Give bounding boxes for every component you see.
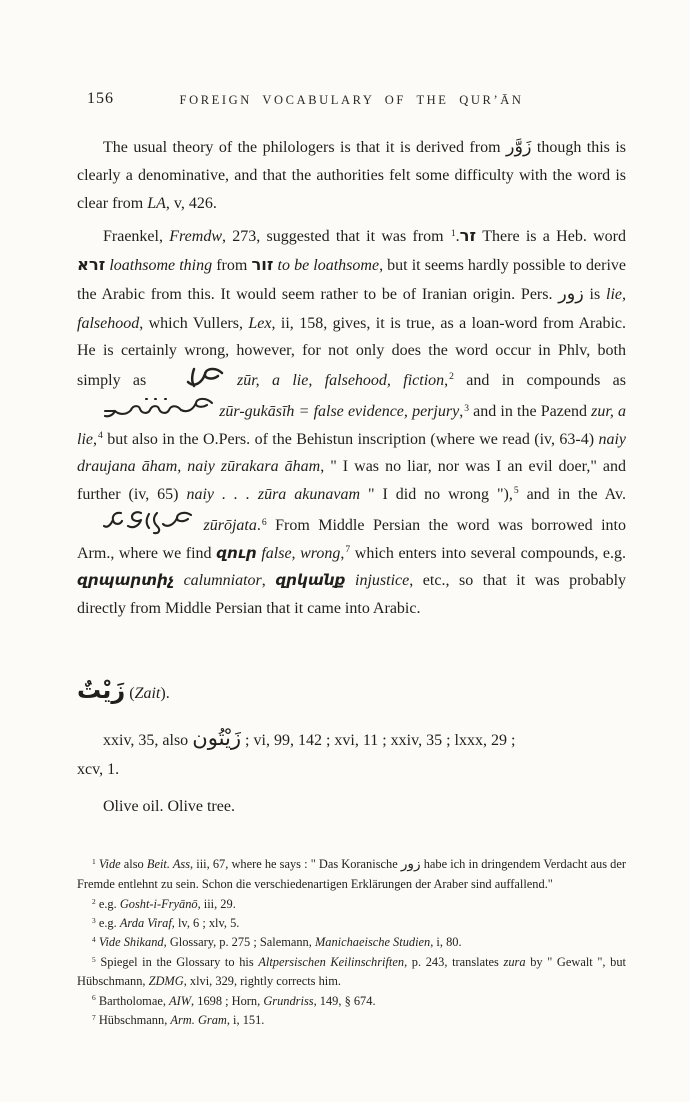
entry-heading-zait: زَيْتٌ (Zait). [77, 676, 170, 705]
avestan-zurojata-icon [77, 508, 195, 540]
footnote-1: $^1$ Vide also Beit. Ass, iii, 67, where he says : " Das Koranische زور habe ich in dringendem Verdacht aus der Fremde entlehnt zu sein. Schon die verschiedenartigen Erklärungen der Araber sind auffallend." [77, 856, 626, 892]
footnote-6: $^6$ Bartholomae, AIW, 1698 ; Horn, Grundriss, 149, § 674. [92, 993, 376, 1008]
running-title: FOREIGN VOCABULARY OF THE QURʼĀN [179, 93, 524, 107]
footnotes-section [77, 854, 626, 1030]
page-header [77, 90, 626, 112]
paragraph-derivation-theory: The usual theory of the philologers is that it is derived from زَوَّر though this is clearly a denominative, and that the authorities felt some difficulty with the word is clear from LA, v, 426. [77, 137, 626, 212]
entry-quran-references: xxiv, 35, also زَيْتُون ; vi, 99, 142 ; xvi, 11 ; xxiv, 35 ; lxxx, 29 ; xcv, 1. [77, 724, 516, 779]
footnote-5: $^5$ Spiegel in the Glossary to his Altpersischen Keilinschriften, p. 243, translates zura by " Gewalt ", but Hübschmann, ZDMG, xlvi, 329, rightly corrects him. [77, 954, 626, 989]
paragraph-etymology-discussion: Fraenkel, Fremdw, 273, suggested that it was from זר.$^1$ There is a Heb. word זרא loathsome thing from זור to be loathsome, but it seems hardly possible to derive the Arabic from this. It would seem rather to be of Iranian origin. Pers. زور is lie, falsehood, which Vullers, Lex, ii, 158, gives, it is true, as a loan-word from Arabic. He is certainly wrong, however, for not only does the word occur in Phlv, both simply as zūr, a lie, falsehood, fiction,$^2$ and in compounds as zūr-gukāsīh = false evidence, perjury,$^3$ and in the Pazend zur, a lie,$^4$ but also in the O.Pers. of the Behistun inscription (where we read (iv, 63-4) naiy draujana āham, naiy zūrakara āham, " I was no liar, nor was I an evil doer," and further (iv, 65) naiy . . . zūra akunavam " I did no wrong "),$^5$ and in the Av. zūrōjata.$^6$ From Middle Persian the word was borrowed into Arm., where we find զուր false, wrong,$^7$ which enters into several compounds, e.g. զրպարտիչ calumniator, զրկանք injustice, etc., so that it was probably directly from Middle Persian that it came into Arabic. [77, 226, 627, 617]
page-number: 156 [87, 90, 114, 107]
footnote-3: $^3$ e.g. Arda Viraf, lv, 6 ; xlv, 5. [92, 916, 240, 931]
footnote-4: $^4$ Vide Shikand, Glossary, p. 275 ; Salemann, Manichaeische Studien, i, 80. [92, 935, 462, 950]
footnote-7: $^7$ Hübschmann, Arm. Gram, i, 151. [92, 1012, 265, 1027]
pahlavi-zur-gukasih-icon [77, 394, 215, 426]
footnote-2: $^2$ e.g. Gosht-i-Fryānō, iii, 29. [92, 896, 236, 911]
entry-gloss: Olive oil. Olive tree. [103, 797, 235, 815]
pahlavi-zur-icon [159, 365, 225, 395]
